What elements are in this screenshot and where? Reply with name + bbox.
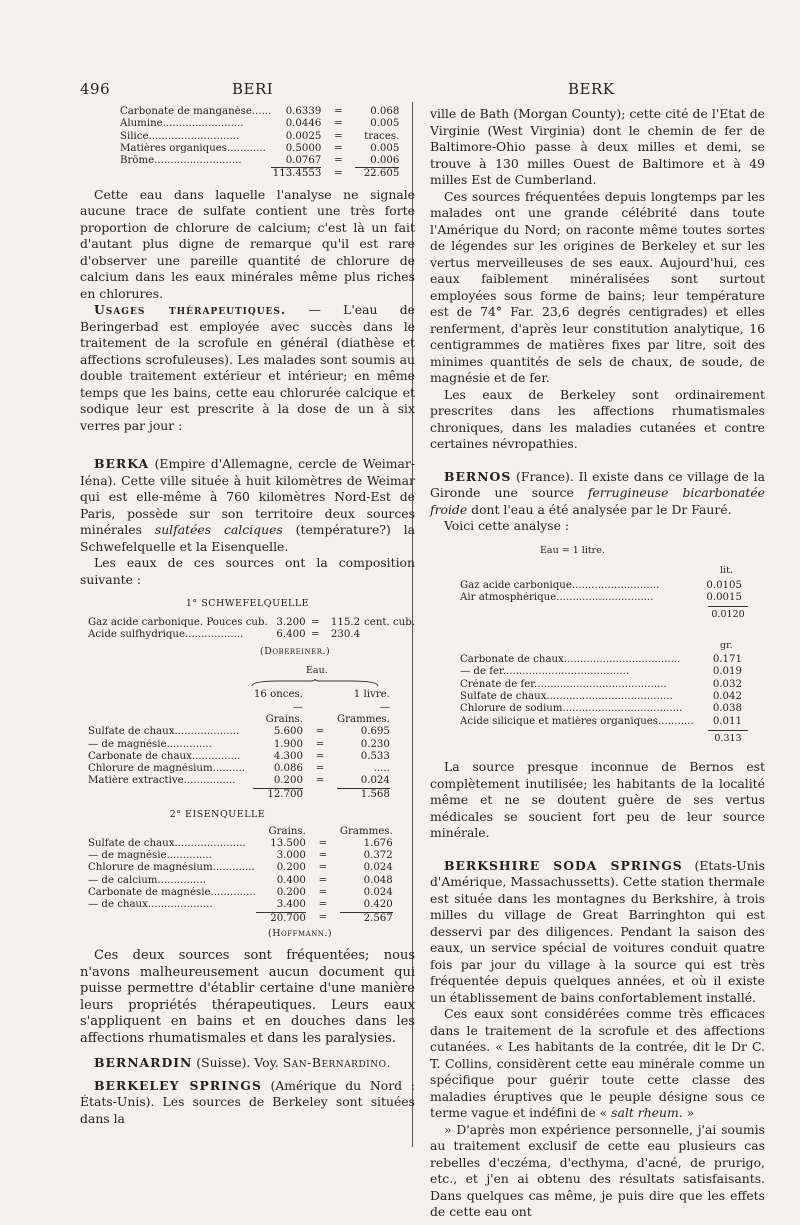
- value-b: 0.024: [360, 775, 390, 787]
- row-value: 0.019: [712, 666, 742, 678]
- table-row: [88, 775, 390, 788]
- equals-sign: =: [318, 837, 328, 849]
- paragraph: Cette eau dans laquelle l'analyse ne signale aucune trace de sulfate contient une très forte proportion de chlorure de calcium; c'est là un fait d'autant plus digne de remarque qu'il est rare d'observer une pareille quantité de chlorure de calcium dans les eaux minérales même plus riches en chlorures.: [80, 186, 415, 301]
- equals-sign: =: [318, 862, 328, 874]
- row-value: 0.032: [712, 678, 742, 690]
- table-total-row: [120, 168, 399, 181]
- value-a: 0.200: [273, 775, 303, 787]
- table-row: [120, 131, 399, 143]
- row-label: Carbonate de chaux...............: [88, 750, 241, 762]
- entry-text: (Amérique du Nord : États-Unis). Les sources de Berkeley sont situées dans la: [80, 1077, 415, 1126]
- entry-italic: sulfatées calciques: [154, 522, 283, 538]
- row-label: Alumine.........................: [120, 118, 244, 130]
- spacer: [306, 826, 340, 838]
- value-b: 0.695: [360, 726, 390, 738]
- table-row: [460, 592, 742, 604]
- equals-sign: [303, 788, 337, 801]
- entry-head: BERKSHIRE SODA SPRINGS: [444, 857, 683, 873]
- table-row: [88, 726, 390, 738]
- table-row: [88, 751, 390, 763]
- value-b: 0.006: [370, 155, 400, 167]
- table-row: [460, 580, 742, 592]
- row-value: 0.038: [712, 703, 742, 715]
- unit-label: lit.: [720, 565, 733, 576]
- row-label: Chlorure de sodium.....................................: [460, 703, 683, 715]
- total-b: 1.568: [337, 788, 390, 801]
- table-total-row: [88, 912, 393, 925]
- row-label: Chlorure de magnésium..........: [88, 763, 246, 775]
- table-row: [88, 617, 415, 629]
- row-label: [88, 689, 253, 701]
- value-a: 3.200: [276, 616, 306, 628]
- entry-bernardin: [80, 1055, 415, 1072]
- row-label: Crénate de fer.........................................: [460, 678, 667, 690]
- paragraph: ville de Bath (Morgan County); cette cité de l'Etat de Virginie (West Virginia) dont le chemin de fer de Baltimore-Ohio passe à deux milles et demi, se trouve à 130 milles Ouest de Baltimore et à 49 milles Est de Cumberland.: [430, 106, 765, 187]
- right-column: [430, 106, 765, 1221]
- column-head: Grains.: [265, 713, 303, 725]
- table-row: [120, 155, 399, 168]
- paragraph-text: Ces eaux sont considérées comme très efficaces dans le traitement de la scrofule et des affections cutanées. « Les habitants de la contrée, dit le Dr C. T. Collins, considèrent cette eau minérale comme un spécifique pour guérir toute cette classe des maladies éruptives que le peuple désigne sous ce terme vague et indéfini de «: [430, 1006, 765, 1121]
- equals-sign: =: [315, 738, 325, 750]
- row-value: 0.011: [712, 715, 742, 727]
- entry-head: BERNARDIN: [94, 1055, 193, 1071]
- value-b: 0.420: [363, 899, 393, 911]
- entry-berkeley-springs: [80, 1078, 415, 1128]
- value-a: 6.400: [276, 629, 306, 641]
- value-b: 0.048: [363, 874, 393, 886]
- row-value: 0.0015: [706, 591, 742, 603]
- table-row: [460, 691, 742, 703]
- value-a: 1.900: [273, 738, 303, 750]
- row-label: Sulfate de chaux....................: [88, 726, 240, 738]
- paragraph: » D'après mon expérience personnelle, j'ai soumis au traitement exclusif de cette eau plusieurs cas rebelles d'eczéma, d'ecthyma, d'acné, de prurigo, etc., et j'en ai obtenu des résultats satisfaisants. Dans quelques cas même, je puis dire que les effets de cette eau ont: [430, 1121, 765, 1220]
- row-value: 0.0105: [706, 579, 742, 591]
- value-a: 0.5000: [285, 142, 322, 154]
- dash-row: [88, 702, 390, 714]
- entry-text: (Etats-Unis d'Amérique, Massachussetts). Cette station thermale est située dans les montagnes du Berkshire, à trois milles du village de Great Barringhton qui est desservi par des diligences. Pendant la saison des eaux, un service spécial de voitures conduit quatre fois par jour du village à la source qui est très fréquentée depuis quelques années, et où il existe un établissement de bains confortablement installé.: [430, 857, 765, 1005]
- value-a: 0.6339: [285, 106, 322, 117]
- value-b: 0.005: [370, 142, 400, 154]
- value-b: 0.024: [363, 887, 393, 899]
- page-number: 496: [80, 80, 111, 98]
- gas-table-schwefelquelle: [88, 617, 415, 642]
- value-b: 230.4: [330, 629, 361, 641]
- value-b: 0.533: [360, 750, 390, 762]
- value-a: 0.0767: [285, 155, 322, 167]
- paragraph-text: — L'eau de Beringerbad est employée avec succès dans le traitement de la scrofule en général (diathèse et affections scrofuleuses). Les malades sont soumis au double traitement extérieur et intérieur; en même temps que les bains, cette eau chlorurée calcique et sodique leur est prescrite à la dose de un à six verres par jour :: [80, 302, 415, 433]
- row-label: Air atmosphérique..............................: [460, 591, 654, 603]
- row-label: — de magnésie..............: [88, 738, 212, 750]
- row-label: Gaz acide carbonique...........................: [460, 579, 660, 591]
- entry-italic: ferrugineuse bicarbonatée froide: [430, 485, 765, 517]
- row-label: Chlorure de magnésium.............: [88, 862, 255, 874]
- source-title: 2° EISENQUELLE: [169, 809, 266, 821]
- running-head-right: BERK: [568, 80, 615, 98]
- row-value: 0.042: [712, 690, 742, 702]
- table-row: [88, 875, 393, 887]
- table-row: [88, 899, 393, 912]
- analysis-table-eisenquelle: [88, 826, 393, 925]
- table-row: [88, 887, 393, 899]
- gas-table-bernos: [460, 580, 742, 605]
- table-caption: Eau.: [306, 664, 328, 676]
- value-a: 13.500: [270, 837, 306, 849]
- paragraph: Ces deux sources sont fréquentées; nous n'avons malheureusement aucun document qui puisse permettre d'établir certaine d'une manière leurs propriétés thérapeutiques. Leurs eaux s'appliquent en bains et en douches dans les affections rhumatismales et dans les paralysies.: [80, 948, 415, 1046]
- value-b: .....: [373, 763, 390, 775]
- row-label: [88, 702, 253, 714]
- total-b: 2.567: [340, 912, 393, 925]
- entry-head: BERNOS: [444, 468, 512, 484]
- row-label: — de chaux....................: [88, 899, 213, 911]
- paragraph: [80, 302, 415, 434]
- author-credit: (Hoffmann.): [268, 927, 333, 939]
- value-b: traces.: [364, 130, 400, 142]
- paragraph: La source presque inconnue de Bernos est complètement inutilisée; les habitants de la localité même et ne se doutent guère de ses vertus médicales se soucient fort peu de leur source minérale.: [430, 759, 765, 841]
- entry-text: (température?) la Schwefelquelle et la Eisenquelle.: [80, 522, 415, 554]
- equals-sign: =: [310, 616, 320, 628]
- table-row: [460, 654, 742, 666]
- value-b: 0.024: [363, 862, 393, 874]
- entry-berka: [80, 456, 415, 555]
- row-label: [88, 788, 253, 801]
- value-b: 0.372: [363, 850, 393, 862]
- value-b: 0.230: [360, 738, 390, 750]
- table-row: [88, 629, 415, 641]
- brace-icon: [250, 679, 380, 687]
- unit-row: [88, 714, 390, 726]
- column-head: —: [292, 701, 303, 713]
- table-row: [460, 679, 742, 691]
- entry-bernos: [430, 469, 765, 519]
- row-label: Sulfate de chaux.......................................: [460, 690, 673, 702]
- table-row: [88, 862, 393, 874]
- value-a: 3.000: [276, 850, 306, 862]
- author-credit: (Dobereiner.): [260, 646, 331, 658]
- equals-sign: =: [318, 912, 328, 924]
- value-b: 0.068: [370, 106, 400, 117]
- row-label: Brôme...........................: [120, 155, 242, 167]
- value-a: 0.400: [276, 874, 306, 886]
- subheading: Usages thérapeutiques.: [94, 302, 287, 318]
- row-label: Matières organiques............: [120, 142, 266, 154]
- equals-sign: =: [334, 130, 343, 142]
- analysis-table-schwefelquelle: [88, 689, 390, 801]
- table-row: [120, 118, 399, 130]
- value-a: 3.400: [276, 899, 306, 911]
- value-b: 115.2: [330, 616, 361, 628]
- spacer: [303, 714, 337, 726]
- row-label: [88, 714, 253, 726]
- table-row: [88, 838, 393, 850]
- paragraph: Ces sources fréquentées depuis longtemps par les malades ont une grande célébrité dans toute l'Amérique du Nord; on raconte même toutes sortes de légendes sur les origines de Berkeley et sur les vertus merveilleuses de ses eaux. Aujourd'hui, ces eaux faiblement minéralisées sont surtout employées sous forme de bains; leur température est de 74° Far. 23,6 degrés centigrades) et elles renferment, d'après leur constitution analytique, 16 centigrammes de matières fixes par litre, soit des minimes quantités de sels de chaux, de soude, de magnésie et de fer.: [430, 188, 765, 385]
- entry-berkshire: [430, 858, 765, 1007]
- spacer: [303, 702, 337, 714]
- row-label: Carbonate de chaux....................................: [460, 654, 681, 666]
- table-row: [88, 763, 390, 775]
- equals-sign: =: [315, 763, 325, 775]
- table-row: [88, 850, 393, 862]
- analysis-table-bernos: [460, 654, 742, 728]
- equals-sign: =: [318, 850, 328, 862]
- entry-text: (France). Il existe dans ce village de la Gironde une source: [430, 468, 765, 500]
- equals-sign: =: [334, 142, 343, 154]
- row-label: Acide silicique et matières organiques...........: [460, 715, 694, 727]
- equals-sign: =: [334, 155, 343, 167]
- value-a: 4.300: [273, 750, 303, 762]
- table-caption: Eau = 1 litre.: [540, 544, 605, 556]
- value-a: 5.600: [273, 726, 303, 738]
- row-label: Gaz acide carbonique. Pouces cub.: [88, 616, 268, 628]
- row-label: — de calcium...............: [88, 874, 207, 886]
- paragraph: Les eaux de Berkeley sont ordinairement prescrites dans les affections rhumatismales chroniques, dans les maladies cutanées et contre certaines névropathies.: [430, 386, 765, 451]
- total-a: 113.4553: [272, 168, 322, 180]
- table-row: [460, 716, 742, 728]
- equals-sign: =: [318, 899, 328, 911]
- equals-sign: =: [334, 118, 343, 130]
- value-a: 0.200: [276, 862, 306, 874]
- paragraph: Voici cette analyse :: [444, 518, 570, 533]
- row-label: Carbonate de manganèse......: [120, 106, 272, 117]
- equals-sign: =: [318, 887, 328, 899]
- row-label: [88, 826, 256, 838]
- row-label: [88, 912, 256, 925]
- equals-sign: =: [315, 750, 325, 762]
- unit-row: [88, 826, 393, 838]
- spacer: [303, 689, 337, 701]
- equals-sign: =: [318, 874, 328, 886]
- entry-text: (Suisse). Voy.: [192, 1055, 283, 1071]
- column-head: 1 livre.: [353, 689, 390, 701]
- row-value: 0.171: [712, 654, 742, 666]
- entry-text: dont l'eau a été analysée par le Dr Fauré.: [467, 501, 732, 517]
- row-label: Carbonate de magnésie..............: [88, 887, 256, 899]
- row-label: — de fer.......................................: [460, 666, 630, 678]
- table-row: [460, 703, 742, 715]
- table-total: 0.0120: [708, 606, 748, 624]
- equals-sign: =: [334, 106, 343, 117]
- row-label: Acide sulfhydrique..................: [88, 629, 244, 641]
- value-a: 0.0446: [285, 118, 322, 130]
- table-row: [120, 106, 399, 118]
- value-a: 0.0025: [285, 130, 322, 142]
- unit: [360, 629, 415, 641]
- value-b: 1.676: [363, 837, 393, 849]
- equals-sign: =: [334, 167, 343, 179]
- paragraph-text: . »: [678, 1105, 695, 1121]
- left-column: [80, 106, 415, 1127]
- equals-sign: =: [315, 726, 325, 738]
- table-total: 0.313: [708, 730, 748, 748]
- entry-head: BERKELEY SPRINGS: [94, 1077, 262, 1093]
- entry-text: (Empire d'Allemagne, cercle de Weimar-Iéna). Cette ville située à huit kilomètres de Weimar qui est elle-même à 760 kilomètres Nord-Est de Paris, possède sur son territoire deux sources minérales: [80, 456, 415, 538]
- paragraph: Les eaux de ces sources ont la composition suivante :: [80, 555, 415, 587]
- unit-label: gr.: [720, 639, 733, 651]
- total-b: 22.605: [355, 168, 399, 181]
- row-label: — de magnésie..............: [88, 850, 212, 862]
- table-row: [88, 739, 390, 751]
- table-row: [460, 666, 742, 678]
- row-label: Sulfate de chaux......................: [88, 837, 246, 849]
- table-row: [120, 143, 399, 155]
- value-a: 0.086: [273, 763, 303, 775]
- column-head: 16 onces.: [253, 689, 303, 701]
- value-b: 0.005: [370, 118, 400, 130]
- paragraph: [430, 1006, 765, 1122]
- paragraph-italic: salt rheum: [611, 1105, 679, 1121]
- total-a: 20.700: [256, 912, 306, 925]
- column-head: —: [379, 701, 390, 713]
- table-total-row: [88, 788, 390, 801]
- unit: cent. cub.: [364, 616, 415, 628]
- analysis-table-beringerbad: [120, 106, 399, 181]
- column-head: Grammes.: [339, 825, 393, 837]
- column-head: Grains.: [268, 825, 306, 837]
- entry-head: BERKA: [94, 456, 150, 472]
- row-label: Silice............................: [120, 130, 240, 142]
- column-header-row: [88, 689, 390, 701]
- equals-sign: =: [310, 629, 320, 641]
- total-a: 12.700: [253, 788, 303, 801]
- column-head: Grammes.: [337, 713, 390, 725]
- value-a: 0.200: [276, 887, 306, 899]
- row-label: [120, 168, 271, 181]
- equals-sign: =: [315, 775, 325, 787]
- cross-reference: San-Bernardino.: [282, 1055, 391, 1071]
- row-label: Matière extractive................: [88, 775, 236, 787]
- running-head-left: BERI: [232, 80, 274, 98]
- source-title: 1° SCHWEFELQUELLE: [185, 598, 310, 610]
